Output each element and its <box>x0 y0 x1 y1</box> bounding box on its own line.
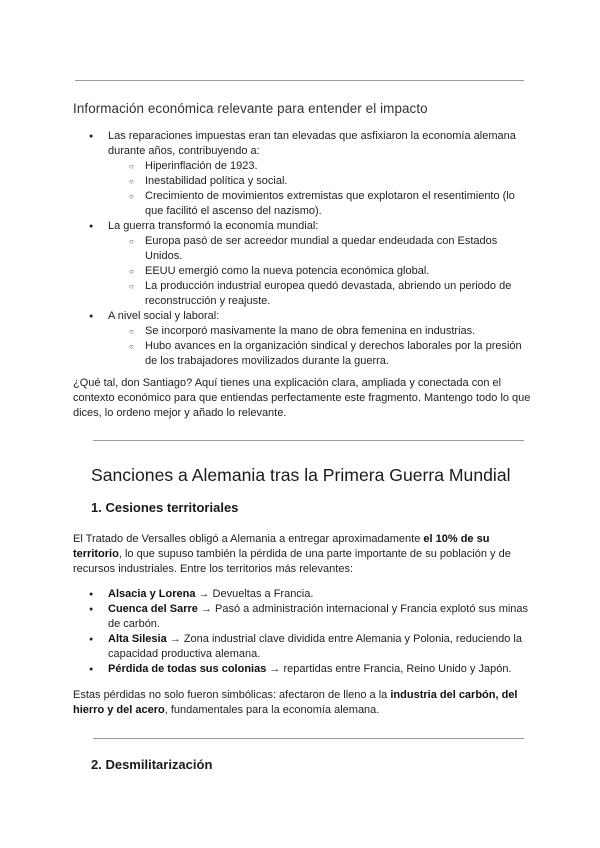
territorial-paragraph <box>73 532 533 577</box>
text-run: El Tratado de Versalles obligó a Alemania a entregar aproximadamente <box>73 533 424 545</box>
intro-paragraph: ¿Qué tal, don Santiago? Aquí tienes una explicación clara, ampliada y conectada con el contexto económico para que entiendas perfectamente este fragmento. Mantengo todo lo que dices, lo ordeno mejor y añado lo relevante. <box>73 377 531 419</box>
economic-info-list <box>73 129 533 369</box>
list-item-text: La guerra transformó la economía mundial: <box>108 220 319 232</box>
bold-text: el 10% de su territorio <box>73 533 490 560</box>
list-item <box>73 602 533 632</box>
territories-list <box>73 587 533 677</box>
list-item <box>73 587 533 602</box>
territory-name: Pérdida de todas sus colonias <box>108 663 267 675</box>
territory-detail: → Pasó a administración internacional y Francia explotó sus minas de carbón. <box>108 603 529 630</box>
list-item-text: A nivel social y laboral: <box>108 310 220 322</box>
territory-detail: → Devueltas a Francia. <box>195 588 314 600</box>
page-title: Sanciones a Alemania tras la Primera Guerra Mundial <box>91 465 511 485</box>
list-item <box>73 309 533 369</box>
sub-list-item: ○ Hubo avances en la organización sindical y derechos laborales por la presión de los trabajadores movilizados durante la guerra. <box>108 339 533 369</box>
sub-list-item: ○ Inestabilidad política y social. <box>108 174 533 189</box>
divider <box>93 738 524 739</box>
section-heading-demilitarization: 2. Desmilitarización <box>91 757 213 772</box>
closing-paragraph <box>73 688 533 718</box>
sub-list-item: ○ Se incorporó masivamente la mano de obra femenina en industrias. <box>108 324 533 339</box>
territory-name: Alta Silesia <box>108 633 167 645</box>
sub-list-item: ○ Hiperinflación de 1923. <box>108 159 533 174</box>
territory-detail: → Zona industrial clave dividida entre Alemania y Polonia, reduciendo la capacidad productiva alemana. <box>108 633 522 660</box>
list-item <box>73 219 533 309</box>
text-run: Estas pérdidas no solo fueron simbólicas: afectaron de lleno a la <box>73 689 391 701</box>
sub-list-item: ○ Crecimiento de movimientos extremistas que explotaron el resentimiento (lo que facilitó el ascenso del nazismo). <box>108 189 533 219</box>
list-item <box>73 662 533 677</box>
info-heading: Información económica relevante para entender el impacto <box>73 101 428 116</box>
bold-text: industria del carbón, del hierro y del acero <box>73 689 518 716</box>
sub-list-item: ○ La producción industrial europea quedó devastada, abriendo un periodo de reconstrucción y reajuste. <box>108 279 533 309</box>
text-run: , lo que supuso también la pérdida de una parte importante de su población y de recursos industriales. Entre los territorios más relevantes: <box>73 548 511 575</box>
list-item-text: Las reparaciones impuestas eran tan elevadas que asfixiaron la economía alemana durante años, contribuyendo a: <box>108 130 516 157</box>
list-item <box>73 632 533 662</box>
sub-list-item: ○ EEUU emergió como la nueva potencia económica global. <box>108 264 533 279</box>
section-heading-territorial: 1. Cesiones territoriales <box>91 500 239 515</box>
divider <box>93 440 524 441</box>
text-run: , fundamentales para la economía alemana. <box>164 704 380 716</box>
territory-detail: → repartidas entre Francia, Reino Unido y Japón. <box>266 663 512 675</box>
list-item <box>73 129 533 219</box>
territory-name: Cuenca del Sarre <box>108 603 198 615</box>
sub-list-item: ○ Europa pasó de ser acreedor mundial a quedar endeudada con Estados Unidos. <box>108 234 533 264</box>
territory-name: Alsacia y Lorena <box>108 588 196 600</box>
divider <box>75 80 524 81</box>
